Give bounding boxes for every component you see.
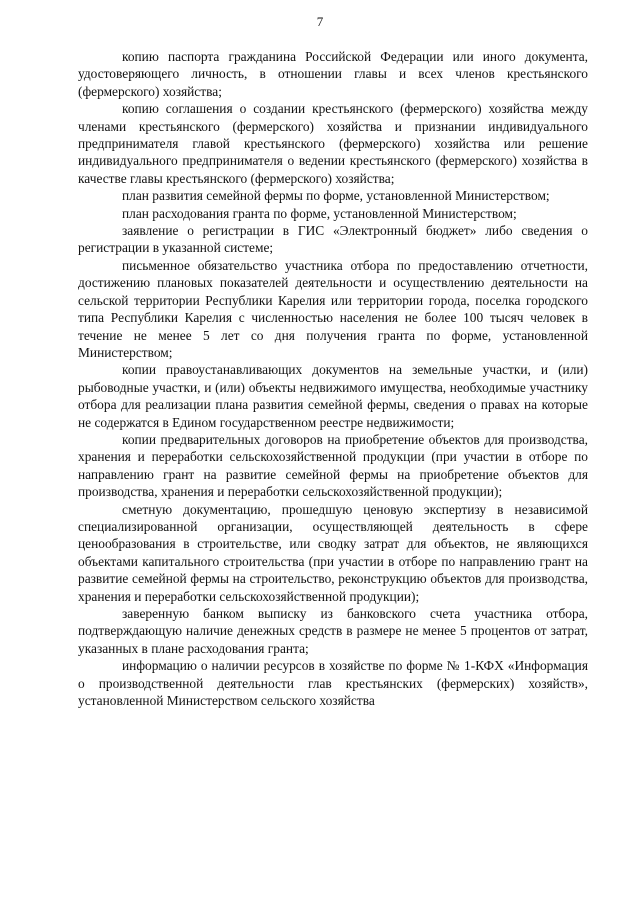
paragraph-development-plan: план развития семейной фермы по форме, установленной Министерством; bbox=[122, 188, 550, 204]
paragraph-agreement-copy: копию соглашения о создании крестьянского (фермерского) хозяйства между членами крестьянского (фермерского) хозяйства и признании индивидуального предпринимателя главой крестьянского (фермерского) хозяйства или решение индивидуального предпринимателя о ведении крестьянского (фермерского) хозяйства в качестве главы крестьянского (фермерского) хозяйства; bbox=[78, 101, 588, 186]
paragraph-spending-plan: план расходования гранта по форме, установленной Министерством; bbox=[122, 205, 517, 221]
page-number: 7 bbox=[316, 14, 324, 29]
paragraph-title-documents: копии правоустанавливающих документов на земельные участки, и (или) рыбоводные участки, и (или) объекты недвижимого имущества, необходимые участнику отбора для реализации плана развития семейной фермы, сведения о правах на которые не содержатся в Едином государственном реестре недвижимости; bbox=[78, 362, 588, 430]
paragraph-estimate-documentation: сметную документацию, прошедшую ценовую экспертизу в независимой специализированной организации, осуществляющей деятельность в сфере ценообразования в строительстве, или сводку затрат для объектов, не являющихся объектами капитального строительства (при участии в отборе по направлению грант на развитие семейной фермы на строительство, реконструкцию объектов для производства, хранения и переработки сельскохозяйственной продукции); bbox=[78, 501, 588, 604]
paragraph-registration: заявление о регистрации в ГИС «Электронный бюджет» либо сведения о регистрации в указанной системе; bbox=[78, 223, 588, 256]
paragraph-preliminary-contracts: копии предварительных договоров на приобретение объектов для производства, хранения и переработки сельскохозяйственной продукции (при участии в отборе по направлению грант на развитие семейной фермы на приобретение объектов для производства, хранения и переработки сельскохозяйственной продукции); bbox=[78, 431, 588, 500]
document-body bbox=[78, 48, 588, 709]
paragraph-resources-information: информацию о наличии ресурсов в хозяйстве по форме № 1-КФХ «Информация о производственной деятельности глав крестьянских (фермерских) хозяйств», установленной Министерством сельского хозяйства bbox=[78, 658, 588, 709]
paragraph-written-obligation: письменное обязательство участника отбора по предоставлению отчетности, достижению плановых показателей деятельности и осуществлению деятельности на сельской территории Республики Карелия или территории города, поселка городского типа Республики Карелия с численностью населения не более 100 тысяч человек в течение не менее 5 лет со дня получения гранта по форме, установленной Министерством; bbox=[78, 257, 588, 360]
paragraph-passport-copy: копию паспорта гражданина Российской Федерации или иного документа, удостоверяющего личность, в отношении главы и всех членов крестьянского (фермерского) хозяйства; bbox=[78, 49, 588, 99]
paragraph-bank-statement: заверенную банком выписку из банковского счета участника отбора, подтверждающую наличие денежных средств в размере не менее 5 процентов от затрат, указанных в плане расходования гранта; bbox=[78, 606, 588, 656]
